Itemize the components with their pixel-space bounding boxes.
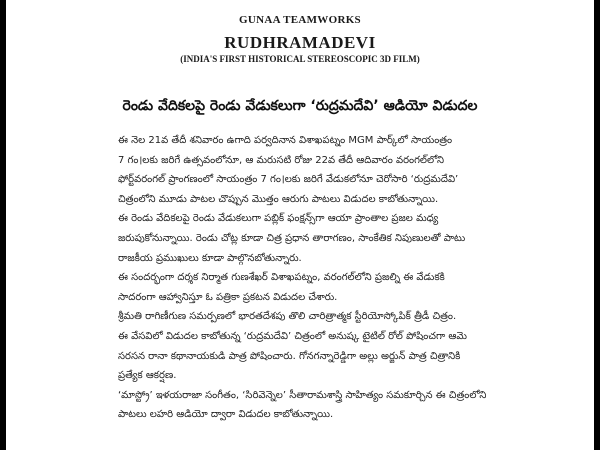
- film-title: RUDHRAMADEVI: [224, 33, 376, 52]
- body-line: శ్రీమతి రాగిణీగుణ సమర్పణలో భారతదేశపు తొలి చారిత్రాత్మక స్టీరియోస్కోపిక్ త్రీడీ చిత్రం.: [118, 311, 457, 323]
- body-line: సరసన రానా కథానాయకుడి పాత్ర పోషించారు. గోనగన్నారెడ్డిగా అల్లు అర్జున్ పాత్ర చిత్రానికి: [118, 350, 461, 362]
- body-line: 7 గం।లకు జరిగే ఉత్సవంలోనూ, ఆ మరుసటి రోజు 22వ తేదీ ఆదివారం వరంగల్‌లోని: [118, 154, 445, 166]
- body-line: ఈ నెల 21వ తేదీ శనివారం ఉగాది పర్వదినాన విశాఖపట్నం MGM పార్క్‌లో సాయంత్రం: [118, 135, 453, 146]
- body-line: ఈ వేసవిలో విడుదల కాబోతున్న ‘రుద్రమదేవి’ చిత్రంలో అనుష్క టైటిల్ రోల్ పోషించగా ఆమె: [118, 330, 467, 342]
- press-release-page: [6, 0, 594, 450]
- body-line: ‘మాస్ట్రో’ ఇళయరాజా సంగీతం, ‘సిరివెన్నెల’ సీతారామశాస్త్రి సాహిత్యం సమకూర్చిన ఈ చిత్రంలోని: [118, 389, 487, 401]
- film-subtitle: (INDIA'S FIRST HISTORICAL STEREOSCOPIC 3D FILM): [180, 54, 420, 64]
- body-line: చిత్రంలోని మూడు పాటల చొప్పున మొత్తం ఆరుగు పాటలు విడుదల కాబోతున్నాయి.: [118, 193, 439, 205]
- body-line: ఈ సందర్భంగా దర్శక నిర్మాత గుణశేఖర్ విశాఖపట్నం, వరంగల్‌లోని ప్రజల్ని ఈ వేడుకకి: [118, 272, 445, 284]
- body-line: ఫోర్ట్‌వరంగల్ ప్రాంగణంలో సాయంత్రం 7 గం।లకు జరిగే వేడుకలోనూ చెరోసారి ‘రుద్రమదేవి’: [118, 174, 459, 186]
- body-line: పాటలు లహరి ఆడియో ద్వారా విడుదల కాబోతున్నాయి.: [118, 409, 334, 421]
- company-name: GUNAA TEAMWORKS: [239, 14, 361, 26]
- press-body: [118, 131, 493, 425]
- body-line: రాజకీయ ప్రముఖులు కూడా పాల్గొనబోతున్నారు.: [118, 252, 302, 264]
- body-line: ఈ రెండు వేదికలపై రెండు వేడుకలుగా పబ్లిక్ ఫంక్షన్స్‌గా ఆయా ప్రాంతాల ప్రజల మధ్య: [118, 213, 439, 225]
- body-line: ప్రత్యేక ఆకర్షణ.: [118, 370, 177, 382]
- body-line: సాదరంగా ఆహ్వానిస్తూ ఓ పత్రికా ప్రకటన విడుదల చేశారు.: [118, 291, 338, 303]
- body-line: జరుపుకోనున్నాయి. రెండు చోట్ల కూడా చిత్ర ప్రధాన తారాగణం, సాంకేతిక నిపుణులతో పాటు: [118, 232, 466, 244]
- press-headline: రెండు వేదికలపై రెండు వేడుకలుగా ‘రుద్రమదేవి’ ఆడియో విడుదల: [122, 98, 478, 114]
